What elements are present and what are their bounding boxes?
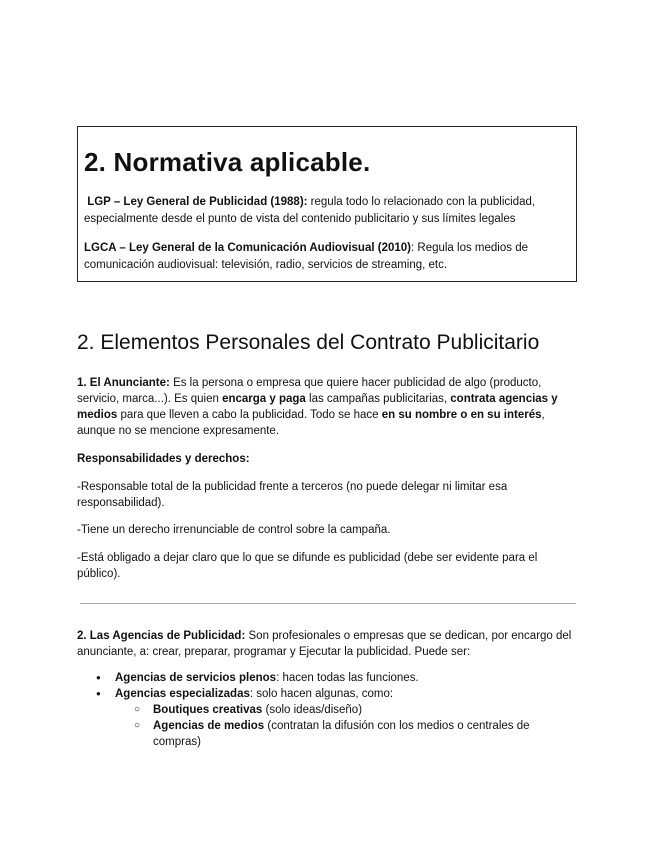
anunciante-bold-1: encarga y paga: [222, 393, 306, 405]
resp-heading: [77, 451, 577, 467]
anunciante-text-1: Es la persona o empresa que quiere hacer publicidad de algo (producto, servicio, marca...). Es quien: [77, 377, 542, 405]
list-item-2-text: : solo hacen algunas, como:: [249, 688, 394, 700]
list-item-1-bold: Agencias de servicios plenos: [115, 672, 277, 684]
anunciante-bold-3: en su nombre o en su interés: [381, 409, 542, 421]
lgp-text: regula todo lo relacionado con la publicidad, especialmente desde el punto de vista del contenido publicitario y sus límites legales: [84, 196, 536, 225]
anunciante-label: 1. El Anunciante:: [77, 377, 170, 389]
resp-item-1: -Responsable total de la publicidad frente a terceros (no puede delegar ni limitar esa responsabilidad).: [77, 481, 508, 509]
sub-item-2-text: (contratan la difusión con los medios o centrales de compras): [153, 720, 530, 748]
anunciante-bold-2: contrata agencias y medios: [77, 393, 558, 421]
agencias-colon: :: [241, 630, 246, 642]
divider: [80, 603, 576, 604]
resp-item-2: -Tiene un derecho irrenunciable de control sobre la campaña.: [77, 524, 391, 536]
lgca-paragraph: [84, 240, 568, 274]
list-item-2-bold: Agencias especializadas: [115, 688, 250, 700]
agencias-list: [77, 670, 577, 750]
sub-list-item: [115, 718, 577, 750]
anunciante-text-3: para que lleven a cabo la publicidad. Todo se hace: [117, 409, 382, 421]
lgp-name: LGP – Ley General de Publicidad (1988):: [87, 196, 308, 208]
lgca-name: LGCA – Ley General de la Comunicación Audiovisual (2010): [84, 242, 411, 254]
anunciante-text-4: , aunque no se mencione expresamente.: [77, 409, 545, 437]
agencias-text: Son profesionales o empresas que se dedican, por encargo del anunciante, a: crear, preparar, programar y Ejecutar la publicidad. Puede ser:: [77, 630, 572, 658]
agencias-paragraph: [77, 628, 577, 660]
sub-item-2-bold: Agencias de medios: [153, 720, 265, 732]
anunciante-paragraph: [77, 375, 577, 439]
list-item-1-text: : hacen todas las funciones.: [276, 672, 419, 684]
normativa-box: [77, 126, 577, 282]
list-item: [77, 686, 577, 750]
list-item: [77, 670, 577, 686]
anunciante-text-2: las campañas publicitarias,: [305, 393, 451, 405]
section-heading-elementos: 2. Elementos Personales del Contrato Publicitario: [77, 331, 540, 354]
sub-item-1-text: (solo ideas/diseño): [262, 704, 363, 716]
agencias-label: 2. Las Agencias de Publicidad: [77, 630, 242, 642]
section-heading-normativa: 2. Normativa aplicable.: [84, 147, 371, 177]
lgp-paragraph: [84, 194, 568, 228]
sub-list-item: [115, 702, 577, 718]
sub-item-1-bold: Boutiques creativas: [153, 704, 263, 716]
resp-heading-text: Responsabilidades y derechos:: [77, 453, 250, 465]
lgca-text: : Regula los medios de comunicación audiovisual: televisión, radio, servicios de streaming, etc.: [84, 242, 528, 271]
resp-item-3: -Está obligado a dejar claro que lo que se difunde es publicidad (debe ser evidente para el público).: [77, 552, 538, 580]
sub-list: [115, 702, 577, 750]
